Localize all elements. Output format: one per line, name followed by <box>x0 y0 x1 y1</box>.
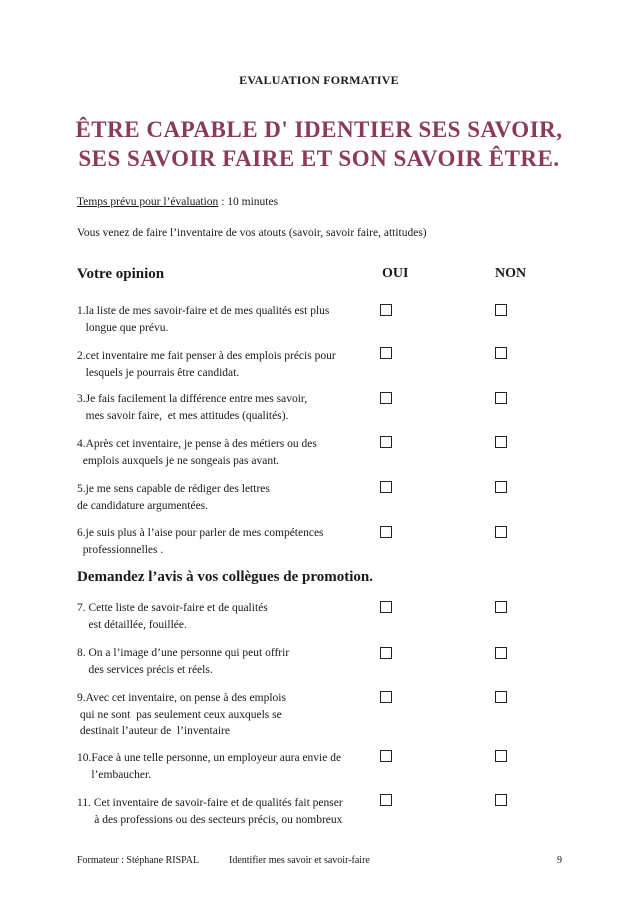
question-5-non-checkbox[interactable] <box>495 481 507 493</box>
question-3-line-1: 3.Je fais facilement la différence entre mes savoir, <box>77 393 308 405</box>
question-4-line-1: 4.Après cet inventaire, je pense à des métiers ou des <box>77 438 317 450</box>
question-1-non-checkbox[interactable] <box>495 304 507 316</box>
section-opinion-heading: Votre opinion <box>77 266 165 282</box>
footer-document-title: Identifier mes savoir et savoir-faire <box>229 855 370 866</box>
question-6-line-1: 6.je suis plus à l’aise pour parler de mes compétences <box>77 527 324 539</box>
question-11-oui-checkbox[interactable] <box>380 794 392 806</box>
question-5-line-1: 5.je me sens capable de rédiger des lettres <box>77 483 270 495</box>
footer-author: Formateur : Stéphane RISPAL <box>77 855 200 866</box>
question-8-line-2: des services précis et réels. <box>77 663 213 676</box>
question-2-oui-checkbox[interactable] <box>380 347 392 359</box>
question-6-non-checkbox[interactable] <box>495 526 507 538</box>
question-6 <box>77 525 377 558</box>
question-1-line-1: 1.la liste de mes savoir-faire et de mes qualités est plus <box>77 305 330 317</box>
time-info <box>77 194 278 211</box>
question-9-oui-checkbox[interactable] <box>380 691 392 703</box>
column-header-non: NON <box>495 266 527 281</box>
footer-page-number: 9 <box>557 855 562 866</box>
question-7-line-1: 7. Cette liste de savoir-faire et de qualités <box>77 602 268 614</box>
question-1-line-2: longue que prévu. <box>77 321 169 334</box>
question-3-line-2: mes savoir faire, et mes attitudes (qualités). <box>77 409 289 422</box>
instruction-text: Vous venez de faire l’inventaire de vos atouts (savoir, savoir faire, attitudes) <box>77 227 427 239</box>
evaluation-title: EVALUATION FORMATIVE <box>239 73 399 87</box>
section-colleagues-heading: Demandez l’avis à vos collègues de promotion. <box>77 569 373 585</box>
question-8-oui-checkbox[interactable] <box>380 647 392 659</box>
time-label: Temps prévu pour l’évaluation <box>77 196 219 208</box>
main-title-line-2: SES SAVOIR FAIRE ET SON SAVOIR ÊTRE. <box>78 146 560 171</box>
question-9-line-2: qui ne sont pas seulement ceux auxquels se <box>77 708 282 721</box>
question-10-oui-checkbox[interactable] <box>380 750 392 762</box>
question-11-line-2: à des professions ou des secteurs précis, ou nombreux <box>77 813 343 826</box>
question-3-oui-checkbox[interactable] <box>380 392 392 404</box>
question-10-line-1: 10.Face à une telle personne, un employeur aura envie de <box>77 752 342 764</box>
question-9-line-1: 9.Avec cet inventaire, on pense à des emplois <box>77 692 286 704</box>
question-8 <box>77 645 377 678</box>
question-8-line-1: 8. On a l’image d’une personne qui peut offrir <box>77 647 290 659</box>
question-5-line-2: de candidature argumentées. <box>77 499 209 512</box>
question-7-oui-checkbox[interactable] <box>380 601 392 613</box>
question-4-non-checkbox[interactable] <box>495 436 507 448</box>
question-5-oui-checkbox[interactable] <box>380 481 392 493</box>
main-title-line-1: ÊTRE CAPABLE D' IDENTIER SES SAVOIR, <box>75 117 563 142</box>
question-1-oui-checkbox[interactable] <box>380 304 392 316</box>
question-2-non-checkbox[interactable] <box>495 347 507 359</box>
question-7-non-checkbox[interactable] <box>495 601 507 613</box>
question-3 <box>77 391 377 424</box>
question-10-line-2: l’embaucher. <box>77 768 152 781</box>
question-2 <box>77 348 377 381</box>
question-2-line-1: 2.cet inventaire me fait penser à des emplois précis pour <box>77 350 336 362</box>
question-10-non-checkbox[interactable] <box>495 750 507 762</box>
question-5 <box>77 481 377 514</box>
question-2-line-2: lesquels je pourrais être candidat. <box>77 366 240 379</box>
question-1 <box>77 303 377 336</box>
question-4-oui-checkbox[interactable] <box>380 436 392 448</box>
column-header-oui: OUI <box>382 266 409 281</box>
question-11 <box>77 795 377 828</box>
question-4 <box>77 436 377 469</box>
question-7-line-2: est détaillée, fouillée. <box>77 618 187 631</box>
question-9 <box>77 690 377 740</box>
question-10 <box>77 750 377 783</box>
question-11-line-1: 11. Cet inventaire de savoir-faire et de qualités fait penser <box>77 797 343 809</box>
question-6-oui-checkbox[interactable] <box>380 526 392 538</box>
question-8-non-checkbox[interactable] <box>495 647 507 659</box>
question-7 <box>77 600 377 633</box>
question-11-non-checkbox[interactable] <box>495 794 507 806</box>
question-9-non-checkbox[interactable] <box>495 691 507 703</box>
time-value: : 10 minutes <box>218 196 279 208</box>
question-6-line-2: professionnelles . <box>77 543 164 556</box>
question-9-line-3: destinait l’auteur de l’inventaire <box>77 725 230 737</box>
question-4-line-2: emplois auxquels je ne songeais pas avant. <box>77 454 280 467</box>
question-3-non-checkbox[interactable] <box>495 392 507 404</box>
